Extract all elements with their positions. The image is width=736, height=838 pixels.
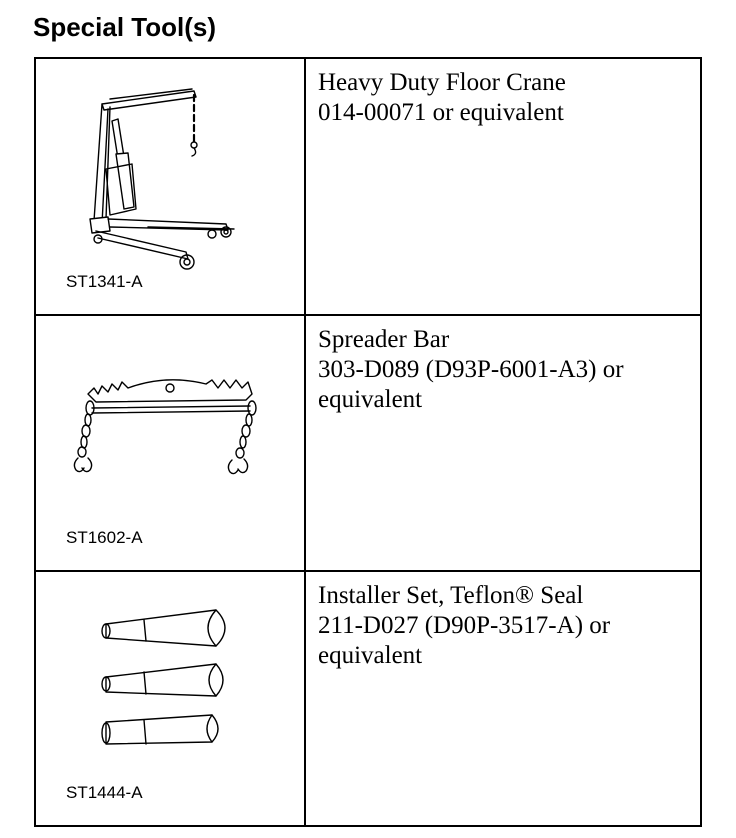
special-tools-table (34, 57, 702, 827)
tool-row-installer-set (35, 571, 701, 826)
page-title: Special Tool(s) (33, 12, 216, 42)
tool-description-cell (305, 571, 701, 826)
tool-description-cell (305, 315, 701, 571)
tool-description (306, 572, 700, 671)
tool-image-cell (35, 58, 305, 315)
tool-code: ST1341-A (66, 272, 143, 291)
tool-row-spreader-bar (35, 315, 701, 571)
tool-image-cell (35, 571, 305, 826)
tool-description (306, 59, 700, 128)
tool-name: Spreader Bar (318, 326, 450, 353)
tool-part-number: 211-D027 (D90P-3517-A) or (318, 612, 611, 639)
tool-description-cell (305, 58, 701, 315)
tool-code: ST1444-A (66, 783, 143, 802)
tool-description (306, 316, 700, 415)
tool-part-number: 303-D089 (D93P-6001-A3) or (318, 356, 624, 383)
tool-name: Installer Set, Teflon® Seal (318, 582, 584, 609)
tool-name: Heavy Duty Floor Crane (318, 69, 566, 96)
tool-code: ST1602-A (66, 528, 143, 547)
tool-part-number-continued: equivalent (318, 386, 423, 413)
tool-part-number-continued: equivalent (318, 642, 423, 669)
tool-image-cell (35, 315, 305, 571)
tool-row-crane (35, 58, 701, 315)
tool-part-number: 014-00071 or equivalent (318, 99, 564, 126)
